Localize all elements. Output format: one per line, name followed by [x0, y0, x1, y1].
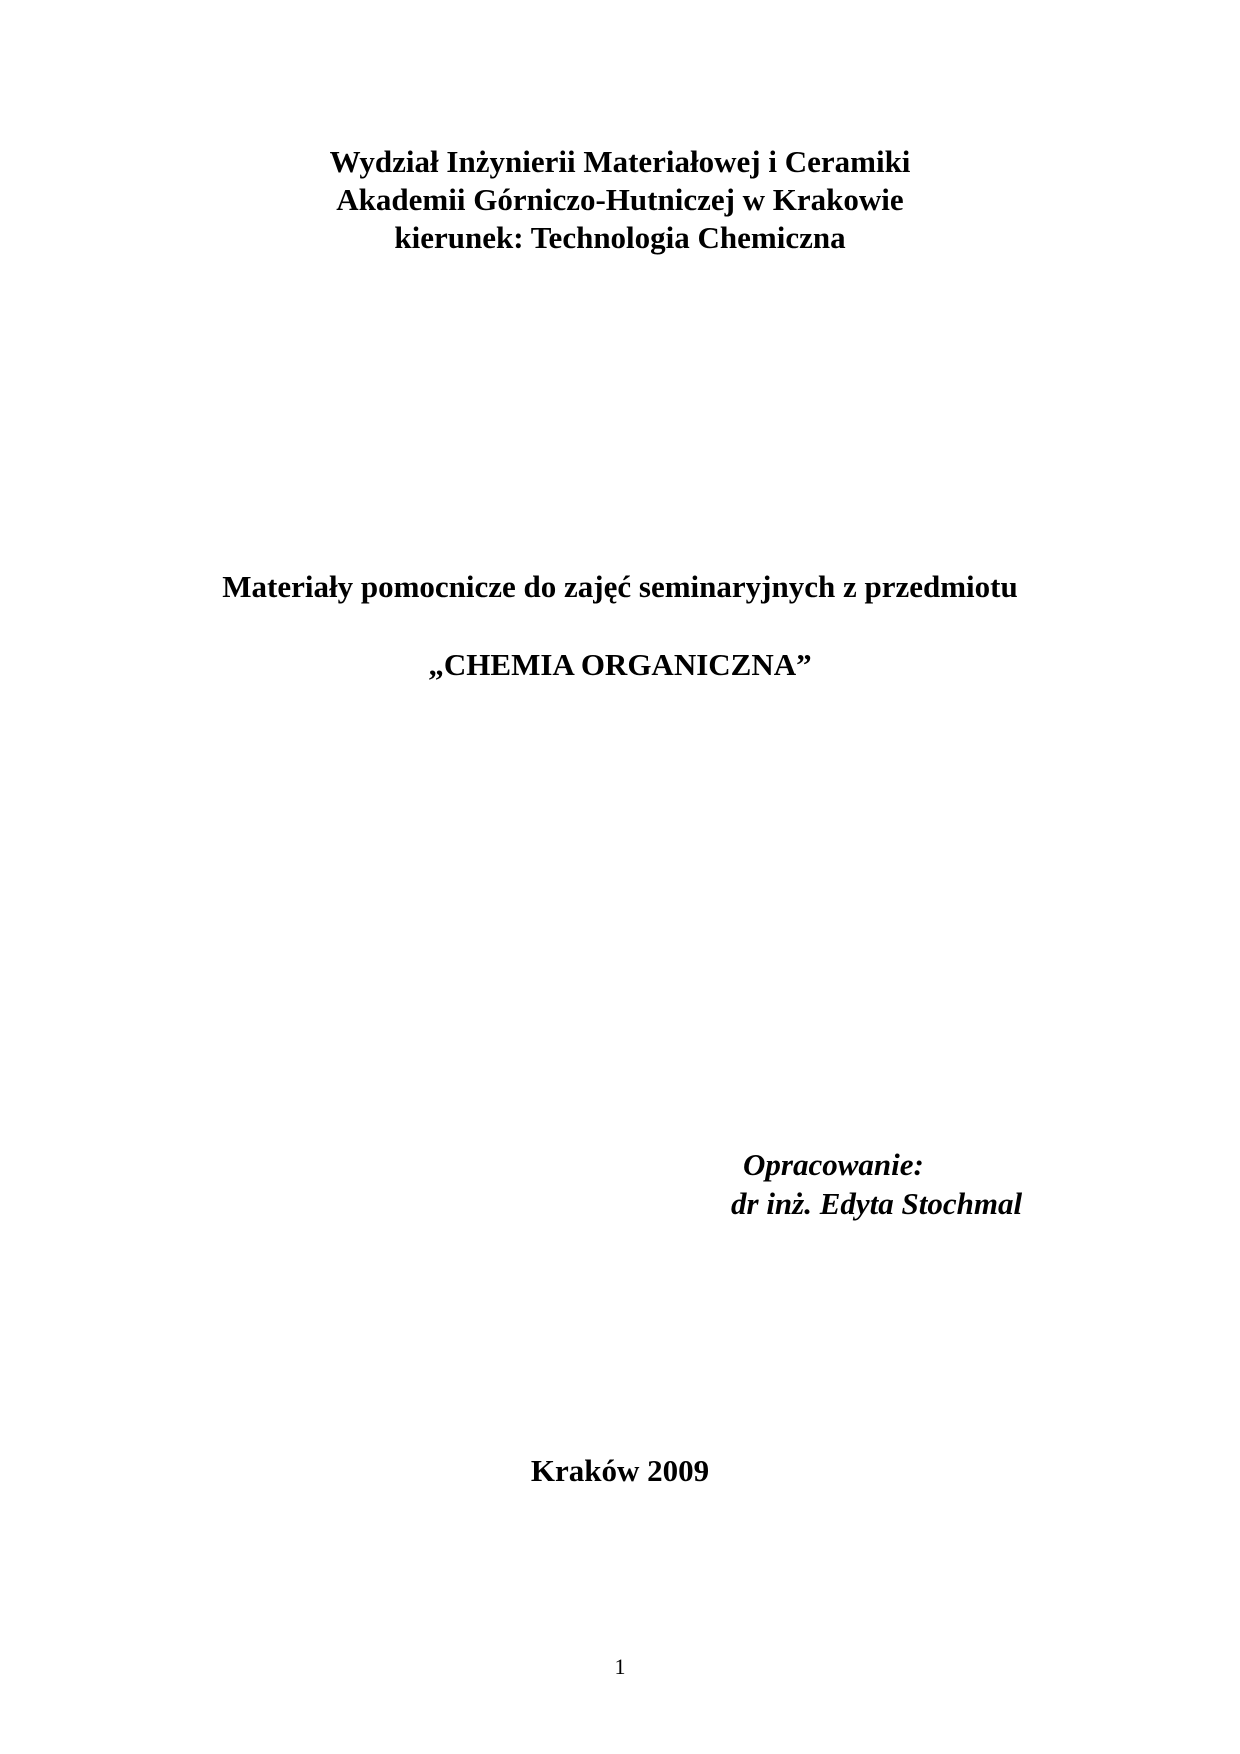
field-of-study: kierunek: Technologia Chemiczna	[394, 220, 846, 255]
page-number: 1	[614, 1654, 626, 1679]
author-name: dr inż. Edyta Stochmal	[731, 1186, 1023, 1221]
document-subtitle: Materiały pomocnicze do zajęć seminaryjnych z przedmiotu	[222, 569, 1018, 604]
author-label: Opracowanie:	[743, 1147, 924, 1182]
university-name: Akademii Górniczo-Hutniczej w Krakowie	[336, 182, 904, 217]
faculty-name: Wydział Inżynierii Materiałowej i Ceramiki	[329, 144, 911, 179]
place-and-date: Kraków 2009	[530, 1453, 710, 1488]
faculty-header	[0, 143, 1240, 257]
course-title: „CHEMIA ORGANICZNA”	[428, 647, 812, 682]
